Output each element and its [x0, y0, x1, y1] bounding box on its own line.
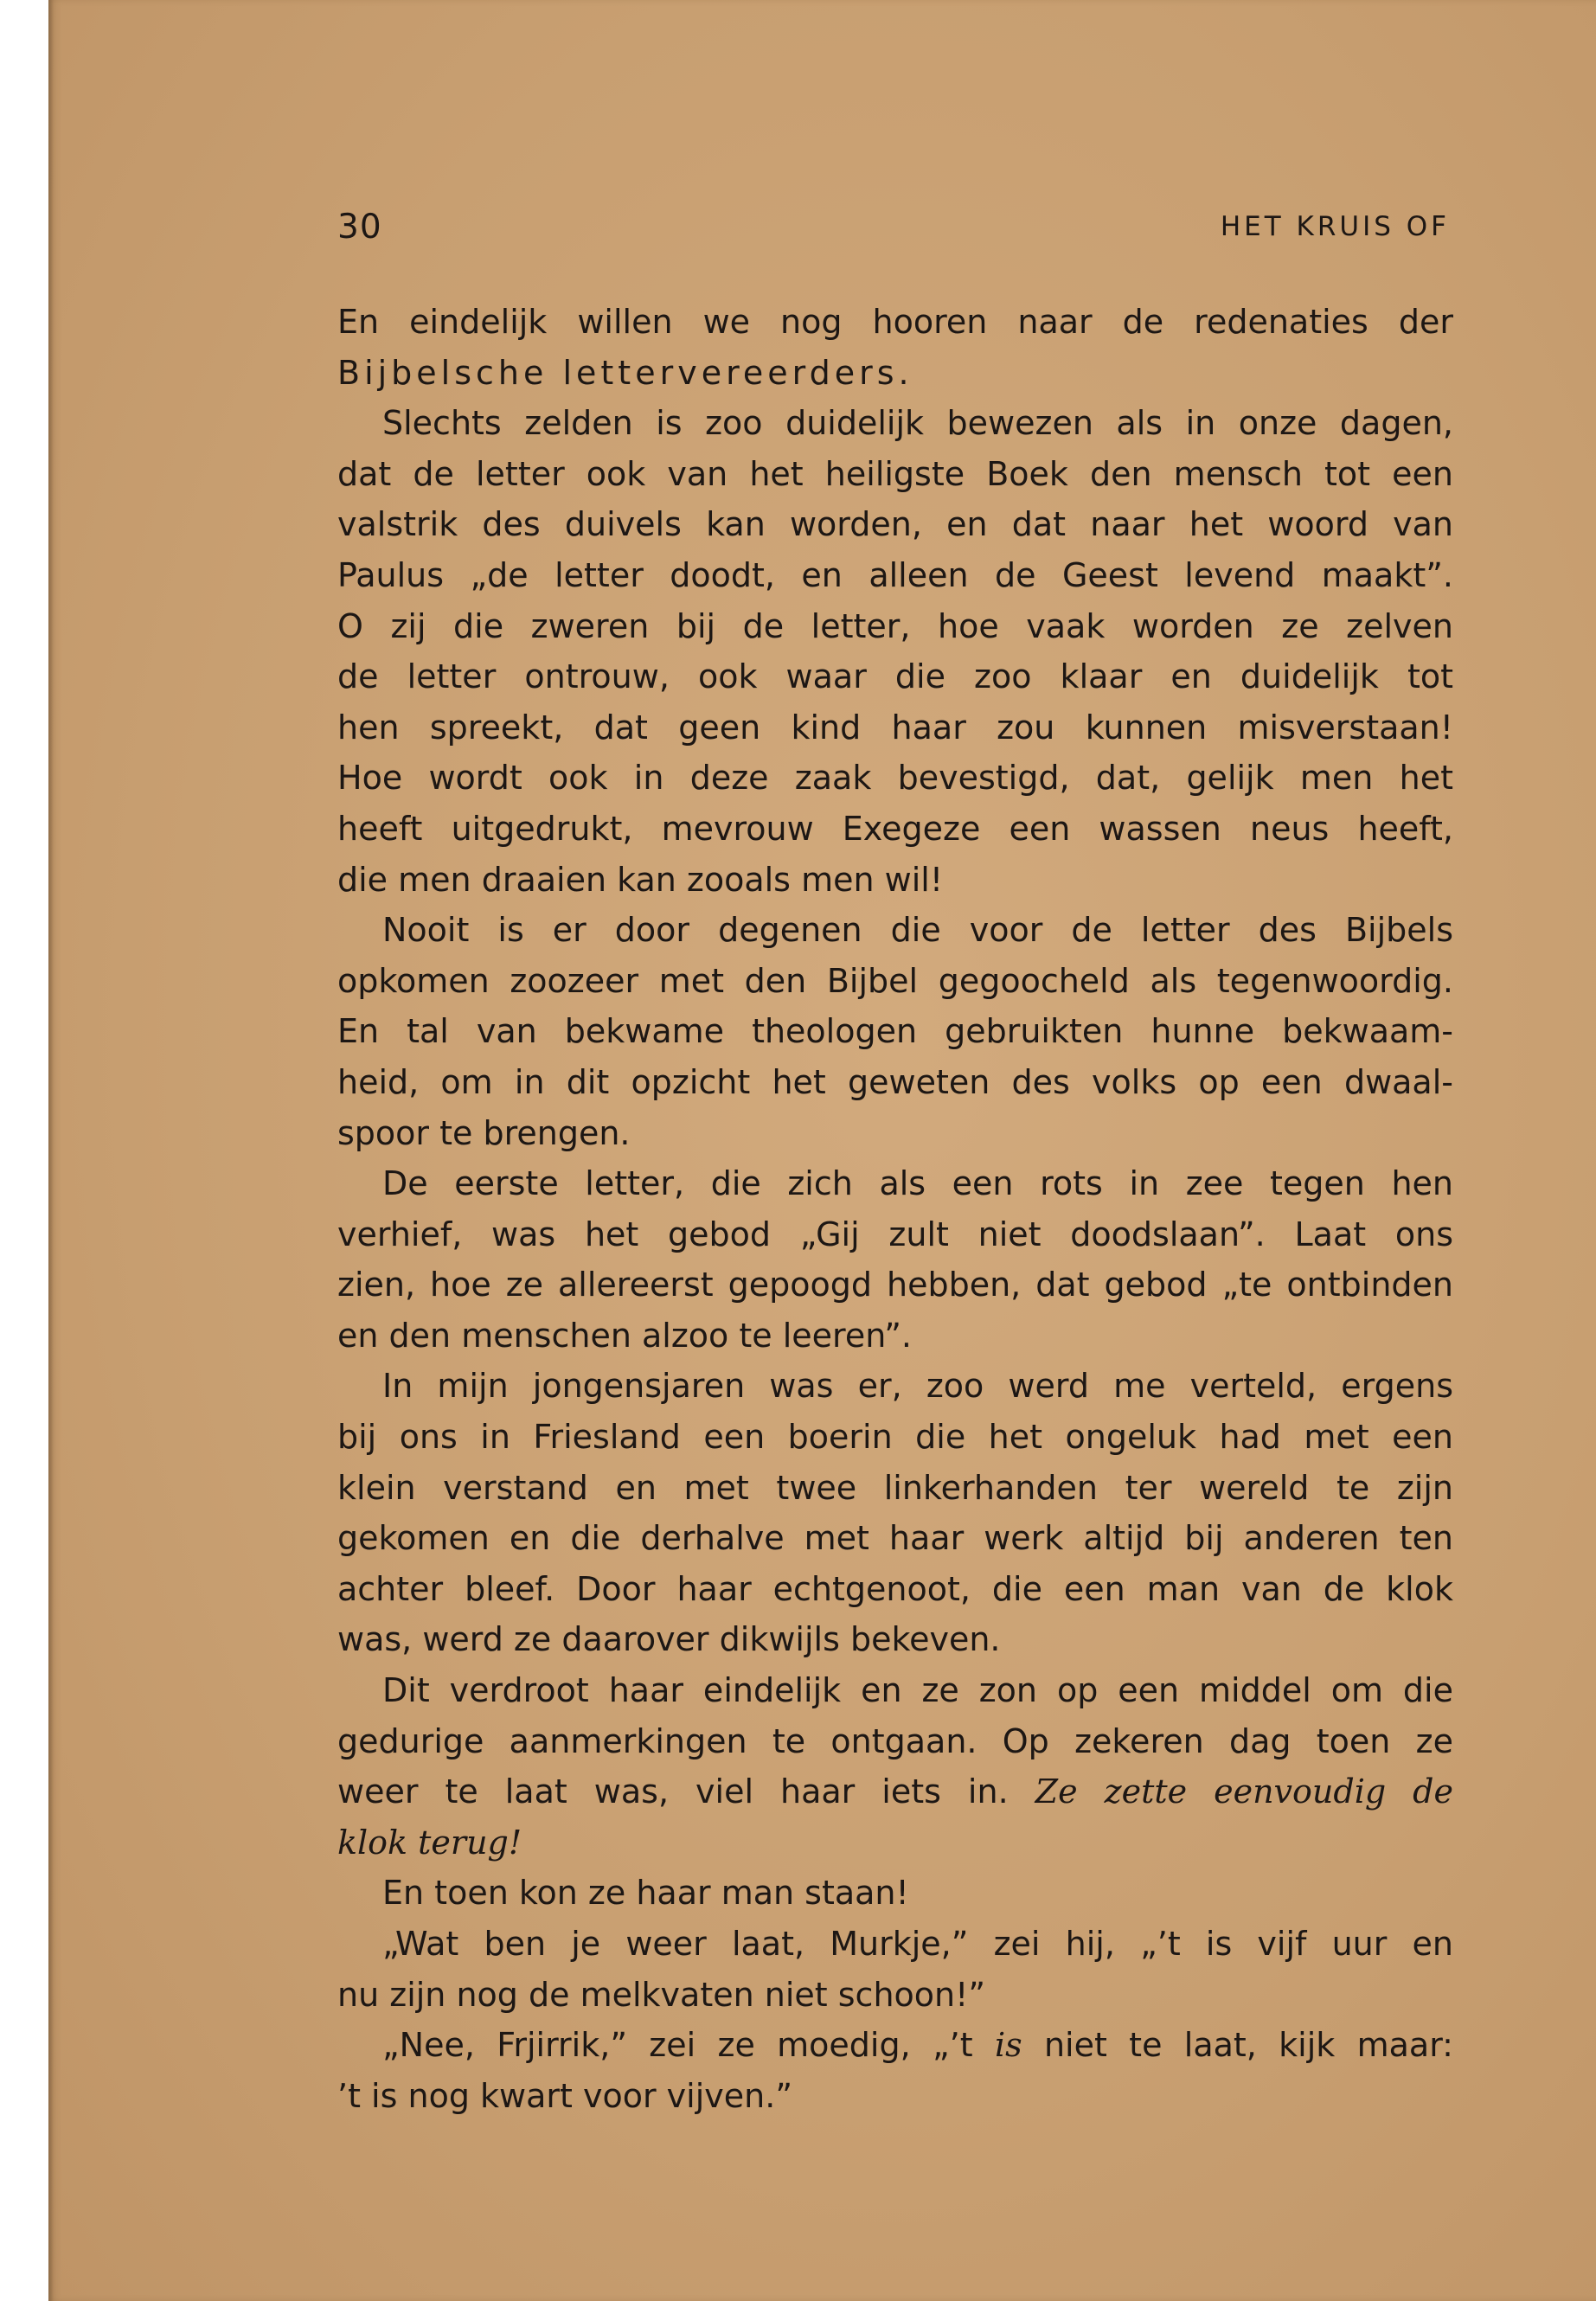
text-line: zien, hoe ze allereerst gepoogd hebben, dat gebod „te ontbinden	[337, 1266, 1453, 1304]
text-line: bij ons in Friesland een boerin die het ongeluk had met een	[337, 1418, 1453, 1457]
text-line: ’t is nog kwart voor vijven.”	[337, 2076, 793, 2115]
text-line: opkomen zoozeer met den Bijbel gegoocheld als tegenwoordig.	[337, 961, 1453, 1000]
text-line: was, werd ze daarover dikwijls bekeven.	[337, 1620, 1001, 1659]
body-text	[337, 297, 1453, 2121]
text-line: achter bleef. Door haar echtgenoot, die een man van de klok	[337, 1569, 1453, 1608]
text-line: nu zijn nog de melkvaten niet schoon!”	[337, 1975, 986, 2014]
text-line: Dit verdroot haar eindelijk en ze zon op een middel om die	[382, 1671, 1453, 1710]
italic-text: is	[994, 2026, 1022, 2065]
text-line: En tal van bekwame theologen gebruikten hunne bekwaam-	[337, 1012, 1453, 1051]
text-line: en den menschen alzoo te leeren”.	[337, 1316, 912, 1355]
text-line: „Wat ben je weer laat, Murkje,” zei hij, „’t is vijf uur en	[382, 1925, 1453, 1963]
text-line: die men draaien kan zooals men wil!	[337, 860, 944, 899]
text-segment: weer te laat was, viel haar iets in.	[337, 1772, 1009, 1811]
page-header	[337, 208, 1453, 251]
text-line: Slechts zelden is zoo duidelijk bewezen als in onze dagen,	[382, 404, 1453, 443]
page-number: 30	[337, 208, 382, 247]
page-edge-shadow	[48, 0, 54, 2301]
text-line: valstrik des duivels kan worden, en dat naar het woord van	[337, 505, 1453, 544]
text-line: dat de letter ook van het heiligste Boek den mensch tot een	[337, 454, 1453, 493]
text-line: gekomen en die derhalve met haar werk altijd bij anderen ten	[337, 1519, 1453, 1558]
text-line: heid, om in dit opzicht het geweten des volks op een dwaal-	[337, 1062, 1453, 1101]
text-line: Hoe wordt ook in deze zaak bevestigd, dat, gelijk men het	[337, 759, 1453, 798]
text-line: Nooit is er door degenen die voor de letter des Bijbels	[382, 911, 1453, 950]
text-line: In mijn jongensjaren was er, zoo werd me verteld, ergens	[382, 1367, 1453, 1406]
text-line: gedurige aanmerkingen te ontgaan. Op zekeren dag toen ze	[337, 1721, 1453, 1760]
text-line: O zij die zweren bij de letter, hoe vaak worden ze zelven	[337, 606, 1453, 645]
text-line	[337, 2020, 1453, 2071]
text-segment: „Nee, Frjirrik,” zei ze moedig, „’t	[382, 2026, 973, 2065]
text-line: De eerste letter, die zich als een rots in zee tegen hen	[382, 1164, 1453, 1203]
text-line	[337, 1817, 1453, 1868]
italic-text: klok terug!	[337, 1823, 522, 1862]
text-line: de letter ontrouw, ook waar die zoo klaar en duidelijk tot	[337, 657, 1453, 696]
text-line: Paulus „de letter doodt, en alleen de Geest levend maakt”.	[337, 555, 1453, 594]
text-line: En toen kon ze haar man staan!	[382, 1874, 909, 1913]
text-segment: niet te laat, kijk maar:	[1043, 2026, 1453, 2065]
text-line: spoor te brengen.	[337, 1113, 631, 1152]
italic-text: Ze zette eenvoudig de	[1035, 1772, 1453, 1811]
running-head: HET KRUIS OF	[1220, 211, 1450, 242]
text-line	[337, 1766, 1453, 1817]
text-line: heeft uitgedrukt, mevrouw Exegeze een wassen neus heeft,	[337, 809, 1453, 848]
text-line: Bijbelsche lettervereerders.	[337, 353, 913, 392]
text-line: verhief, was het gebod „Gij zult niet doodslaan”. Laat ons	[337, 1215, 1453, 1253]
text-line: hen spreekt, dat geen kind haar zou kunnen misverstaan!	[337, 708, 1453, 747]
text-line: klein verstand en met twee linkerhanden ter wereld te zijn	[337, 1468, 1453, 1507]
text-line: En eindelijk willen we nog hooren naar de redenaties der	[337, 303, 1453, 341]
